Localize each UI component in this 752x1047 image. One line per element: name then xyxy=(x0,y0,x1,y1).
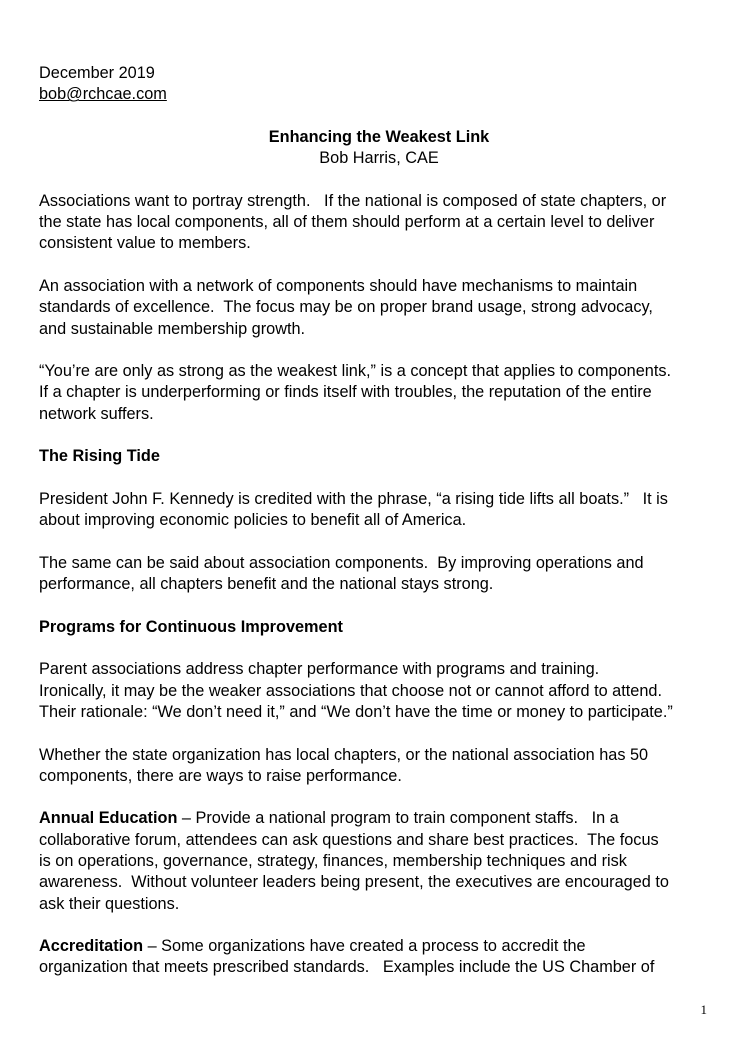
paragraph-line: standards of excellence. The focus may be on proper brand usage, strong advocacy, xyxy=(39,298,653,317)
email-link[interactable]: bob@rchcae.com xyxy=(39,85,167,104)
paragraph-text: – Some organizations have created a process to accredit the xyxy=(143,937,586,956)
paragraph-accreditation xyxy=(39,936,719,979)
paragraph-line: Their rationale: “We don’t need it,” and “We don’t have the time or money to participate.” xyxy=(39,702,673,721)
section-heading-programs: Programs for Continuous Improvement xyxy=(39,617,343,636)
paragraph-line: and sustainable membership growth. xyxy=(39,319,306,338)
paragraph-tide-1 xyxy=(39,489,719,532)
paragraph-line: Associations want to portray strength. If the national is composed of state chapters, or xyxy=(39,191,667,210)
document-title: Enhancing the Weakest Link xyxy=(268,127,490,146)
paragraph-line: network suffers. xyxy=(39,404,154,423)
paragraph-line: organization that meets prescribed standards. Examples include the US Chamber of xyxy=(39,958,655,977)
paragraph-line: Whether the state organization has local chapters, or the national association has 50 xyxy=(39,745,649,764)
paragraph-line: is on operations, governance, strategy, finances, membership techniques and risk xyxy=(39,851,627,870)
author-line: Bob Harris, CAE xyxy=(319,149,439,168)
paragraph-programs-1 xyxy=(39,659,719,723)
paragraph-intro-3 xyxy=(39,361,719,425)
page-number: 1 xyxy=(700,1002,707,1017)
paragraph-line: awareness. Without volunteer leaders being present, the executives are encouraged to xyxy=(39,873,669,892)
paragraph-line: An association with a network of components should have mechanisms to maintain xyxy=(39,276,638,295)
paragraph-line: President John F. Kennedy is credited with the phrase, “a rising tide lifts all boats.” It is xyxy=(39,489,668,508)
paragraph-intro-2 xyxy=(39,276,719,340)
paragraph-line: Ironically, it may be the weaker associations that choose not or cannot afford to attend. xyxy=(39,681,662,700)
term-accreditation: Accreditation xyxy=(39,937,144,956)
paragraph-text: – Provide a national program to train component staffs. In a xyxy=(177,809,619,828)
document-page xyxy=(39,63,719,979)
paragraph-programs-2 xyxy=(39,745,719,788)
paragraph-line: If a chapter is underperforming or finds itself with troubles, the reputation of the entire xyxy=(39,383,652,402)
term-annual-education: Annual Education xyxy=(39,809,178,828)
section-heading-rising-tide: The Rising Tide xyxy=(39,447,160,466)
paragraph-intro-1 xyxy=(39,191,719,255)
paragraph-line: The same can be said about association components. By improving operations and xyxy=(39,553,644,572)
paragraph-line xyxy=(39,808,719,829)
paragraph-line: components, there are ways to raise performance. xyxy=(39,766,402,785)
paragraph-line: ask their questions. xyxy=(39,894,180,913)
paragraph-line: consistent value to members. xyxy=(39,234,251,253)
paragraph-line xyxy=(39,936,719,957)
paragraph-annual-education xyxy=(39,808,719,914)
paragraph-line: “You’re are only as strong as the weakest link,” is a concept that applies to components. xyxy=(39,362,672,381)
paragraph-line: Parent associations address chapter performance with programs and training. xyxy=(39,660,600,679)
paragraph-line: performance, all chapters benefit and the national stays strong. xyxy=(39,575,494,594)
date-line: December 2019 xyxy=(39,64,155,82)
paragraph-line: the state has local components, all of them should perform at a certain level to deliver xyxy=(39,213,655,232)
paragraph-tide-2 xyxy=(39,553,719,596)
paragraph-line: collaborative forum, attendees can ask questions and share best practices. The focus xyxy=(39,830,659,849)
paragraph-line: about improving economic policies to benefit all of America. xyxy=(39,511,467,530)
